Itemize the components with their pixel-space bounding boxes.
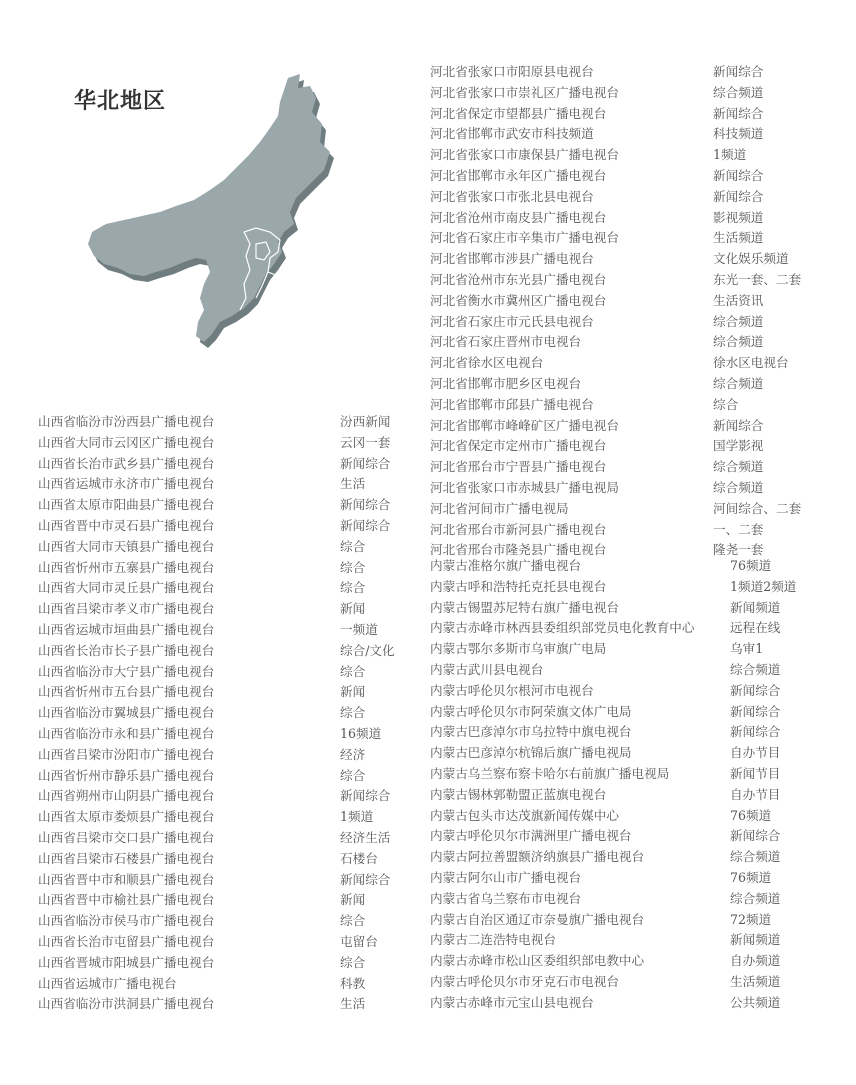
station-name: 山西省临汾市侯马市广播电视台 xyxy=(38,913,215,929)
station-name: 河北省保定市望都县广播电视台 xyxy=(430,105,607,121)
shanxi-station-row xyxy=(38,641,418,662)
channel-name: 生活资讯 xyxy=(713,292,764,308)
neimenggu-station-row xyxy=(430,577,850,598)
station-name: 山西省忻州市五寨县广播电视台 xyxy=(38,559,215,575)
neimenggu-station-row xyxy=(430,847,850,868)
hebei-station-row xyxy=(430,457,850,478)
neimenggu-station-row xyxy=(430,618,850,639)
neimenggu-station-row xyxy=(430,639,850,660)
channel-name: 一、二套 xyxy=(713,521,764,537)
channel-name: 新闻综合 xyxy=(730,703,781,719)
shanxi-station-row xyxy=(38,578,418,599)
neimenggu-station-row xyxy=(430,556,850,577)
neimenggu-station-row xyxy=(430,910,850,931)
channel-name: 科技频道 xyxy=(713,126,764,142)
shanxi-station-row xyxy=(38,433,418,454)
station-name: 内蒙古呼伦贝尔市阿荣旗文体广电局 xyxy=(430,703,632,719)
station-name: 内蒙古锡盟苏尼特右旗广播电视台 xyxy=(430,599,619,615)
station-name: 山西省运城市永济市广播电视台 xyxy=(38,476,215,492)
station-name: 内蒙古武川县电视台 xyxy=(430,661,544,677)
hebei-station-row xyxy=(430,228,850,249)
station-name: 河北省衡水市冀州区广播电视台 xyxy=(430,292,607,308)
station-name: 河北省河间市广播电视局 xyxy=(430,500,569,516)
station-name: 山西省晋城市阳城县广播电视台 xyxy=(38,954,215,970)
channel-name: 综合频道 xyxy=(713,479,764,495)
channel-name: 综合 xyxy=(340,580,366,596)
station-name: 河北省邯郸市邱县广播电视台 xyxy=(430,396,594,412)
channel-name: 72频道 xyxy=(730,911,772,927)
channel-name: 屯留台 xyxy=(340,933,378,949)
station-name: 内蒙古乌兰察布察卡哈尔右前旗广播电视局 xyxy=(430,765,670,781)
channel-name: 一频道 xyxy=(340,621,378,637)
hebei-station-row xyxy=(430,332,850,353)
station-name: 内蒙古赤峰市元宝山县电视台 xyxy=(430,994,594,1010)
station-name: 河北省张家口市崇礼区广播电视台 xyxy=(430,84,619,100)
channel-name: 综合 xyxy=(340,705,366,721)
channel-name: 自办节目 xyxy=(730,786,781,802)
neimenggu-station-row xyxy=(430,951,850,972)
hebei-station-row xyxy=(430,353,850,374)
station-name: 内蒙古赤峰市松山区委组织部电教中心 xyxy=(430,953,645,969)
neimenggu-station-row xyxy=(430,681,850,702)
channel-name: 76频道 xyxy=(730,558,772,573)
station-name: 山西省太原市阳曲县广播电视台 xyxy=(38,497,215,513)
channel-name: 国学影视 xyxy=(713,438,764,454)
channel-name: 综合/文化 xyxy=(340,642,395,658)
channel-name: 16频道 xyxy=(340,725,382,741)
hebei-station-row xyxy=(430,436,850,457)
hebei-station-row xyxy=(430,208,850,229)
station-name: 河北省保定市定州市广播电视台 xyxy=(430,438,607,454)
north-china-region-map xyxy=(84,72,346,352)
station-name: 河北省徐水区电视台 xyxy=(430,355,544,371)
station-name: 山西省临汾市大宁县广播电视台 xyxy=(38,663,215,679)
channel-name: 徐水区电视台 xyxy=(713,355,789,371)
shanxi-station-row xyxy=(38,558,418,579)
station-name: 河北省石家庄市辛集市广播电视台 xyxy=(430,230,619,246)
shanxi-station-row xyxy=(38,953,418,974)
channel-name: 综合 xyxy=(340,538,366,554)
shanxi-station-row xyxy=(38,745,418,766)
shanxi-station-row xyxy=(38,870,418,891)
station-name: 河北省邯郸市武安市科技频道 xyxy=(430,126,594,142)
station-name: 山西省运城市垣曲县广播电视台 xyxy=(38,621,215,637)
neimenggu-station-row xyxy=(430,826,850,847)
channel-name: 隆尧一套 xyxy=(713,542,764,558)
shanxi-station-row xyxy=(38,599,418,620)
channel-name: 公共频道 xyxy=(730,994,781,1010)
station-name: 河北省沧州市东光县广播电视台 xyxy=(430,271,607,287)
neimenggu-station-row xyxy=(430,993,850,1014)
channel-name: 经济 xyxy=(340,746,366,762)
channel-name: 综合 xyxy=(340,767,366,783)
station-name: 内蒙古巴彦淖尔杭锦后旗广播电视局 xyxy=(430,745,632,761)
hebei-station-row xyxy=(430,416,850,437)
station-name: 内蒙古呼伦贝尔市满洲里广播电视台 xyxy=(430,828,632,844)
station-name: 河北省沧州市南皮县广播电视台 xyxy=(430,209,607,225)
station-name: 河北省邢台市隆尧县广播电视台 xyxy=(430,542,607,558)
shanxi-station-row xyxy=(38,766,418,787)
neimenggu-station-row xyxy=(430,972,850,993)
station-name: 山西省吕梁市汾阳市广播电视台 xyxy=(38,746,215,762)
channel-name: 新闻综合 xyxy=(713,105,764,121)
neimenggu-station-list xyxy=(430,556,850,1014)
hebei-station-row xyxy=(430,312,850,333)
channel-name: 新闻 xyxy=(340,601,366,617)
station-name: 山西省大同市云冈区广播电视台 xyxy=(38,434,215,450)
channel-name: 1频道 xyxy=(340,809,374,825)
channel-name: 新闻综合 xyxy=(340,871,391,887)
neimenggu-station-row xyxy=(430,598,850,619)
station-name: 内蒙古包头市达茂旗新闻传媒中心 xyxy=(430,807,619,823)
channel-name: 综合 xyxy=(340,559,366,575)
station-name: 内蒙古二连浩特电视台 xyxy=(430,932,556,948)
station-name: 河北省邢台市宁晋县广播电视台 xyxy=(430,459,607,475)
channel-name: 河间综合、二套 xyxy=(713,500,802,516)
station-name: 河北省张家口市张北县电视台 xyxy=(430,188,594,204)
station-name: 内蒙古准格尔旗广播电视台 xyxy=(430,558,582,573)
station-name: 山西省吕梁市孝义市广播电视台 xyxy=(38,601,215,617)
channel-name: 综合频道 xyxy=(730,661,781,677)
shanxi-station-list xyxy=(38,412,418,1015)
channel-name: 新闻频道 xyxy=(730,599,781,615)
hebei-station-row xyxy=(430,124,850,145)
neimenggu-station-row xyxy=(430,930,850,951)
neimenggu-station-row xyxy=(430,785,850,806)
station-name: 山西省忻州市五台县广播电视台 xyxy=(38,684,215,700)
channel-name: 综合频道 xyxy=(730,849,781,865)
channel-name: 综合频道 xyxy=(730,890,781,906)
hebei-station-row xyxy=(430,270,850,291)
station-name: 山西省大同市灵丘县广播电视台 xyxy=(38,580,215,596)
shanxi-station-row xyxy=(38,662,418,683)
station-name: 河北省张家口市赤城县广播电视局 xyxy=(430,479,619,495)
channel-name: 新闻综合 xyxy=(713,167,764,183)
channel-name: 新闻综合 xyxy=(713,417,764,433)
neimenggu-station-row xyxy=(430,764,850,785)
station-name: 河北省石家庄市元氏县电视台 xyxy=(430,313,594,329)
channel-name: 生活 xyxy=(340,996,366,1012)
channel-name: 综合频道 xyxy=(713,313,764,329)
channel-name: 综合 xyxy=(340,913,366,929)
station-name: 河北省邢台市新河县广播电视台 xyxy=(430,521,607,537)
channel-name: 远程在线 xyxy=(730,620,781,636)
station-name: 山西省临汾市洪洞县广播电视台 xyxy=(38,996,215,1012)
station-name: 内蒙古自治区通辽市奈曼旗广播电视台 xyxy=(430,911,645,927)
shanxi-station-row xyxy=(38,849,418,870)
channel-name: 综合频道 xyxy=(713,375,764,391)
hebei-station-row xyxy=(430,249,850,270)
channel-name: 汾西新闻 xyxy=(340,414,391,429)
station-name: 内蒙古鄂尔多斯市乌审旗广电局 xyxy=(430,641,607,657)
shanxi-station-row xyxy=(38,911,418,932)
station-name: 内蒙古呼伦贝尔市牙克石市电视台 xyxy=(430,973,619,989)
shanxi-station-row xyxy=(38,932,418,953)
station-name: 河北省邯郸市涉县广播电视台 xyxy=(430,251,594,267)
station-name: 山西省临汾市永和县广播电视台 xyxy=(38,725,215,741)
station-name: 山西省临汾市汾西县广播电视台 xyxy=(38,414,215,429)
channel-name: 综合 xyxy=(340,954,366,970)
shanxi-station-row xyxy=(38,724,418,745)
channel-name: 新闻 xyxy=(340,684,366,700)
station-name: 山西省吕梁市交口县广播电视台 xyxy=(38,829,215,845)
channel-name: 新闻频道 xyxy=(730,932,781,948)
station-name: 山西省晋中市榆社县广播电视台 xyxy=(38,892,215,908)
station-name: 内蒙古锡林郭勒盟正蓝旗电视台 xyxy=(430,786,607,802)
shanxi-station-row xyxy=(38,412,418,433)
channel-name: 经济生活 xyxy=(340,829,391,845)
hebei-station-row xyxy=(430,62,850,83)
channel-name: 自办频道 xyxy=(730,953,781,969)
channel-name: 76频道 xyxy=(730,869,772,885)
hebei-station-row xyxy=(430,104,850,125)
channel-name: 生活频道 xyxy=(713,230,764,246)
channel-name: 新闻综合 xyxy=(713,64,764,79)
channel-name: 综合 xyxy=(713,396,739,412)
shanxi-station-row xyxy=(38,620,418,641)
neimenggu-station-row xyxy=(430,889,850,910)
shanxi-station-row xyxy=(38,516,418,537)
shanxi-station-row xyxy=(38,994,418,1015)
channel-name: 76频道 xyxy=(730,807,772,823)
shanxi-station-row xyxy=(38,495,418,516)
hebei-station-row xyxy=(430,520,850,541)
channel-name: 科教 xyxy=(340,975,366,991)
neimenggu-station-row xyxy=(430,702,850,723)
channel-name: 云冈一套 xyxy=(340,434,391,450)
hebei-station-row xyxy=(430,145,850,166)
station-name: 内蒙古阿尔山市广播电视台 xyxy=(430,869,582,885)
shanxi-station-row xyxy=(38,474,418,495)
channel-name: 生活频道 xyxy=(730,973,781,989)
channel-name: 新闻综合 xyxy=(340,517,391,533)
hebei-station-row xyxy=(430,83,850,104)
channel-name: 新闻综合 xyxy=(340,497,391,513)
station-name: 河北省石家庄晋州市电视台 xyxy=(430,334,582,350)
neimenggu-station-row xyxy=(430,868,850,889)
shanxi-station-row xyxy=(38,890,418,911)
neimenggu-station-row xyxy=(430,722,850,743)
channel-name: 新闻综合 xyxy=(730,724,781,740)
station-name: 河北省邯郸市峰峰矿区广播电视台 xyxy=(430,417,619,433)
station-name: 内蒙古省乌兰察布市电视台 xyxy=(430,890,582,906)
channel-name: 新闻综合 xyxy=(730,682,781,698)
station-name: 内蒙古巴彦淖尔市乌拉特中旗电视台 xyxy=(430,724,632,740)
channel-name: 新闻 xyxy=(340,892,366,908)
station-name: 山西省大同市天镇县广播电视台 xyxy=(38,538,215,554)
station-name: 内蒙古呼和浩特托克托县电视台 xyxy=(430,578,607,594)
channel-name: 生活 xyxy=(340,476,366,492)
channel-name: 综合 xyxy=(340,663,366,679)
channel-name: 新闻综合 xyxy=(340,788,391,804)
hebei-station-row xyxy=(430,187,850,208)
station-name: 山西省吕梁市石楼县广播电视台 xyxy=(38,850,215,866)
station-name: 山西省运城市广播电视台 xyxy=(38,975,177,991)
shanxi-station-row xyxy=(38,454,418,475)
station-name: 内蒙古赤峰市林西县委组织部党员电化教育中心 xyxy=(430,620,695,636)
channel-name: 新闻综合 xyxy=(340,455,391,471)
station-name: 山西省长治市武乡县广播电视台 xyxy=(38,455,215,471)
channel-name: 新闻综合 xyxy=(730,828,781,844)
channel-name: 1频道 xyxy=(713,147,747,163)
shanxi-station-row xyxy=(38,974,418,995)
station-name: 山西省忻州市静乐县广播电视台 xyxy=(38,767,215,783)
channel-name: 自办节目 xyxy=(730,745,781,761)
station-name: 山西省太原市娄烦县广播电视台 xyxy=(38,809,215,825)
hebei-station-row xyxy=(430,166,850,187)
channel-name: 东光一套、二套 xyxy=(713,271,802,287)
station-name: 内蒙古阿拉善盟额济纳旗县广播电视台 xyxy=(430,849,645,865)
hebei-station-row xyxy=(430,395,850,416)
station-name: 山西省晋中市灵石县广播电视台 xyxy=(38,517,215,533)
neimenggu-station-row xyxy=(430,660,850,681)
shanxi-station-row xyxy=(38,703,418,724)
station-name: 河北省张家口市阳原县电视台 xyxy=(430,64,594,79)
station-name: 内蒙古呼伦贝尔根河市电视台 xyxy=(430,682,594,698)
channel-name: 1频道2频道 xyxy=(730,578,797,594)
channel-name: 文化娱乐频道 xyxy=(713,251,789,267)
shanxi-station-row xyxy=(38,828,418,849)
shanxi-station-row xyxy=(38,807,418,828)
station-name: 山西省朔州市山阴县广播电视台 xyxy=(38,788,215,804)
channel-name: 新闻综合 xyxy=(713,188,764,204)
station-name: 山西省长治市长子县广播电视台 xyxy=(38,642,215,658)
neimenggu-station-row xyxy=(430,806,850,827)
station-name: 河北省邯郸市永年区广播电视台 xyxy=(430,167,607,183)
station-name: 山西省长治市屯留县广播电视台 xyxy=(38,933,215,949)
station-name: 河北省张家口市康保县广播电视台 xyxy=(430,147,619,163)
shanxi-station-row xyxy=(38,682,418,703)
station-name: 河北省邯郸市肥乡区电视台 xyxy=(430,375,582,391)
region-title: 华北地区 xyxy=(74,89,167,114)
hebei-station-row xyxy=(430,291,850,312)
station-name: 山西省临汾市翼城县广播电视台 xyxy=(38,705,215,721)
channel-name: 乌审1 xyxy=(730,641,764,657)
channel-name: 影视频道 xyxy=(713,209,764,225)
station-name: 山西省晋中市和顺县广播电视台 xyxy=(38,871,215,887)
channel-name: 综合频道 xyxy=(713,459,764,475)
hebei-station-row xyxy=(430,374,850,395)
channel-name: 新闻节目 xyxy=(730,765,781,781)
neimenggu-station-row xyxy=(430,743,850,764)
hebei-station-row xyxy=(430,499,850,520)
shanxi-station-row xyxy=(38,537,418,558)
hebei-station-row xyxy=(430,478,850,499)
hebei-station-list xyxy=(430,62,850,561)
channel-name: 石楼台 xyxy=(340,850,378,866)
channel-name: 综合频道 xyxy=(713,334,764,350)
channel-name: 综合频道 xyxy=(713,84,764,100)
shanxi-station-row xyxy=(38,786,418,807)
